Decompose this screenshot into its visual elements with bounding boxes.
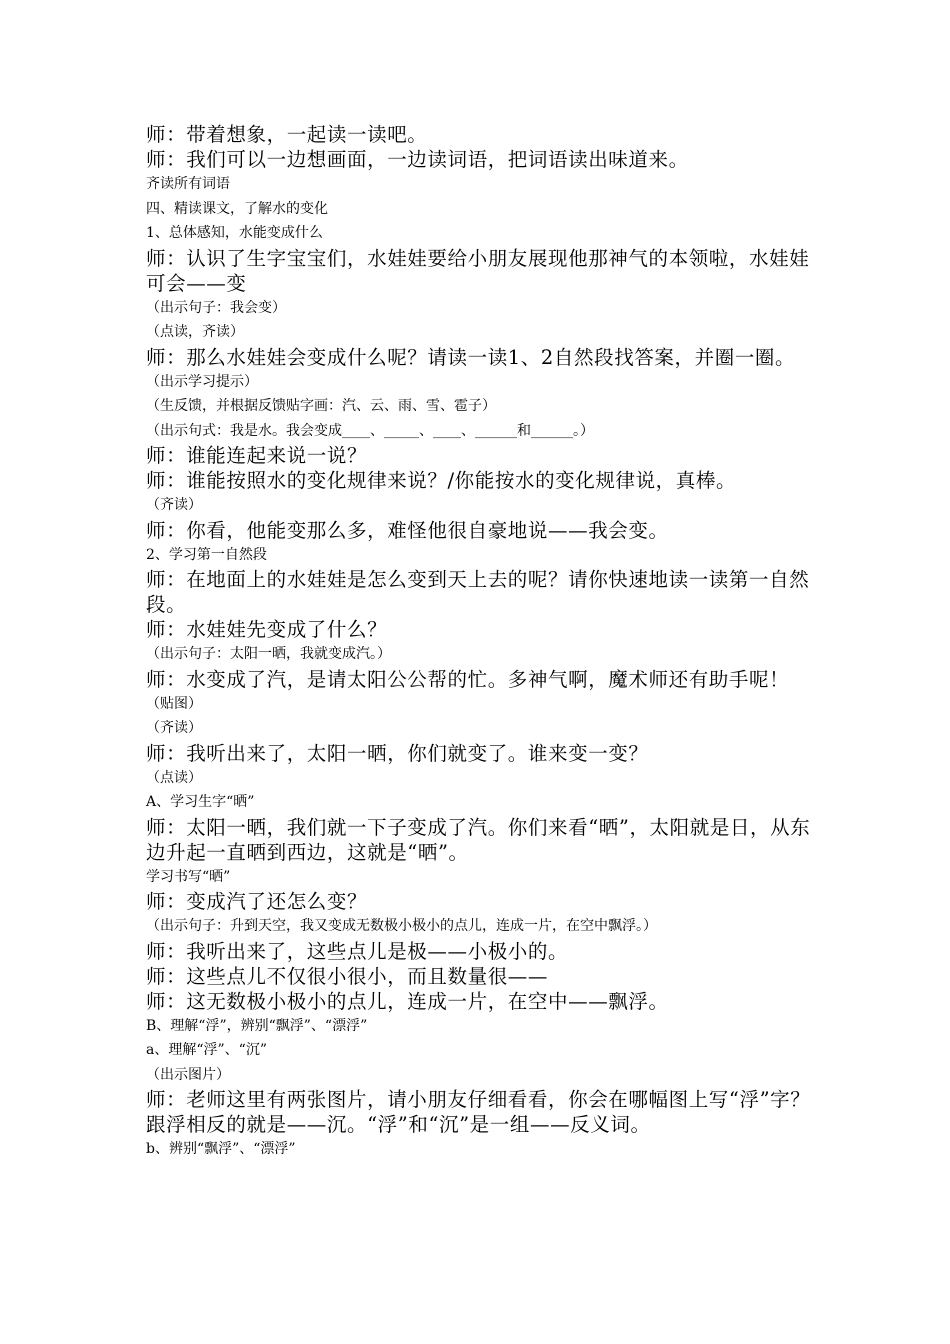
note-line: （点读，齐读） xyxy=(146,324,244,340)
dialogue-line: 师：我听出来了，太阳一晒，你们就变了。谁来变一变？ xyxy=(146,741,649,765)
note-line: （齐读） xyxy=(146,497,202,513)
dialogue-line: 师：这些点儿不仅很小很小，而且数量很—— xyxy=(146,964,549,988)
note-line: （出示句式：我是水。我会变成____、_____、____、______和______。） xyxy=(146,422,594,439)
note-line: （出示句子：升到天空，我又变成无数极小极小的点儿，连成一片，在空中飘浮。） xyxy=(146,918,657,934)
dialogue-line: 师：在地面上的水娃娃是怎么变到天上去的呢？请你快速地读一读第一自然段。 xyxy=(146,568,810,616)
dialogue-line: 师：你看，他能变那么多，难怪他很自豪地说——我会变。 xyxy=(146,518,669,542)
note-line: 齐读所有词语 xyxy=(146,176,230,192)
document-page xyxy=(146,122,826,1162)
note-line: 1、总体感知，水能变成什么 xyxy=(146,225,323,241)
note-line: （生反馈，并根据反馈贴字画：汽、云、雨、雪、雹子） xyxy=(146,398,496,414)
note-line: 2、学习第一自然段 xyxy=(146,546,267,563)
note-line: b、辨别“飘浮”、“漂浮” xyxy=(146,1141,296,1157)
dialogue-line: 师：我听出来了，这些点儿是极——小极小的。 xyxy=(146,939,569,963)
dialogue-line: 师：变成汽了还怎么变？ xyxy=(146,890,368,913)
note-line: a、理解“浮”、“沉” xyxy=(146,1042,267,1058)
note-line: （出示句子：太阳一晒，我就变成汽。） xyxy=(146,646,391,662)
note-line: （点读） xyxy=(146,769,202,786)
dialogue-line: 师：水娃娃先变成了什么？ xyxy=(146,618,388,641)
note-line: （贴图） xyxy=(146,695,202,712)
dialogue-line: 师：太阳一晒，我们就一下子变成了汽。你们来看“晒”，太阳就是日，从东边升起一直晒到西边，这就是“晒”。 xyxy=(146,815,811,864)
note-line: （齐读） xyxy=(146,720,202,736)
note-line: A、学习生字“晒” xyxy=(146,794,255,810)
dialogue-line: 师：带着想象，一起读一读吧。 xyxy=(146,123,428,146)
dialogue-line: 师：那么水娃娃会变成什么呢？请读一读1、2自然段找答案，并圈一圈。 xyxy=(146,345,796,369)
note-line: 四、精读课文，了解水的变化 xyxy=(146,200,328,217)
note-line: B、理解“浮”，辨别“飘浮”、“漂浮” xyxy=(146,1017,368,1034)
note-line: （出示句子：我会变） xyxy=(146,299,286,316)
note-line: （出示图片） xyxy=(146,1066,230,1083)
dialogue-line: 师：谁能连起来说一说？ xyxy=(146,444,368,467)
note-line: 学习书写“晒” xyxy=(146,868,231,885)
dialogue-line: 师：谁能按照水的变化规律来说？/你能按水的变化规律说，真棒。 xyxy=(146,469,737,492)
note-line: （出示学习提示） xyxy=(146,373,258,390)
dialogue-line: 师：我们可以一边想画面，一边读词语，把词语读出味道来。 xyxy=(146,148,689,171)
dialogue-line: 师：认识了生字宝宝们，水娃娃要给小朋友展现他那神气的本领啦，水娃娃可会——变 xyxy=(146,246,810,295)
dialogue-line: 师：这无数极小极小的点儿，连成一片，在空中——飘浮。 xyxy=(146,989,669,1013)
dialogue-line: 师：水变成了汽，是请太阳公公帮的忙。多神气啊，魔术师还有助手呢！ xyxy=(146,667,790,691)
dialogue-line: 师：老师这里有两张图片，请小朋友仔细看看，你会在哪幅图上写“浮”字？跟浮相反的就是——沉。“浮”和“沉”是一组——反义词。 xyxy=(146,1088,811,1136)
